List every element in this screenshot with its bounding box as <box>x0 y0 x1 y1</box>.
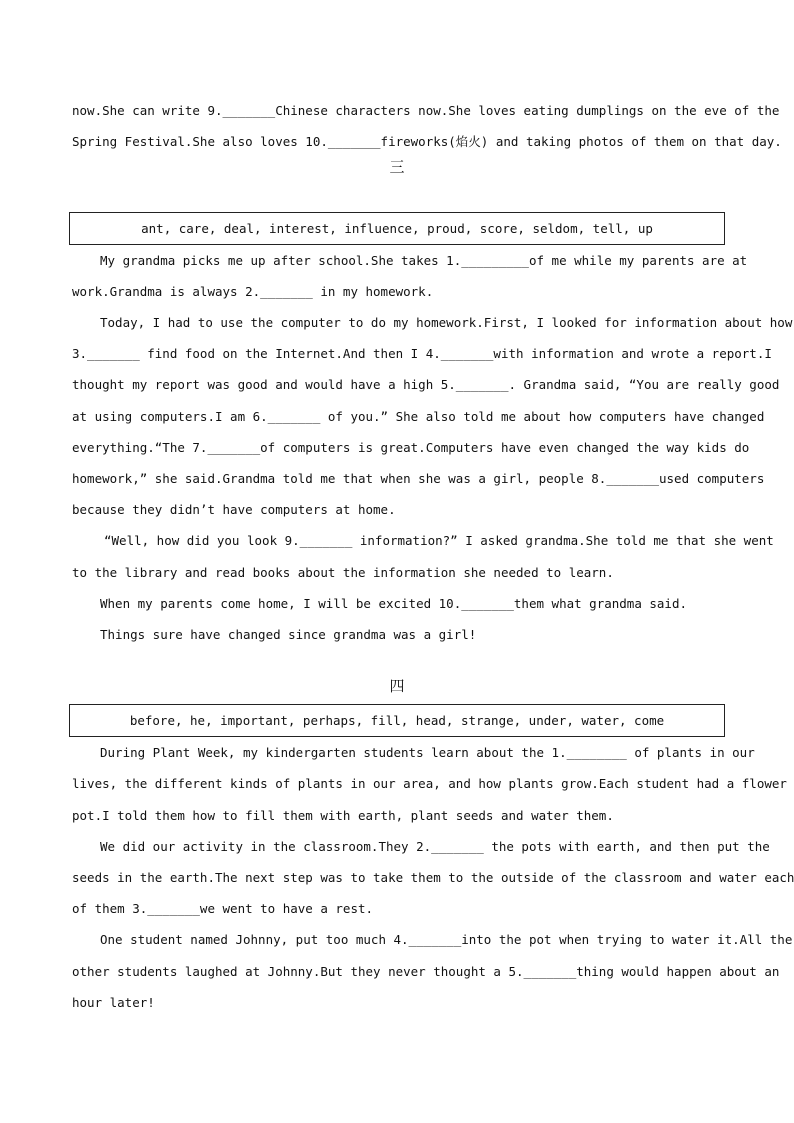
text-line: We did our activity in the classroom.They 2._______ the pots with earth, and then put the <box>100 839 770 854</box>
text-line: homework,” she said.Grandma told me that when she was a girl, people 8._______used computers <box>72 471 765 486</box>
text-line: 3._______ find food on the Internet.And then I 4._______with information and wrote a report.I <box>72 346 772 361</box>
text-line: of them 3._______we went to have a rest. <box>72 901 374 916</box>
section-heading: 三 <box>389 158 405 176</box>
word-bank-box <box>69 704 725 737</box>
text-line: During Plant Week, my kindergarten students learn about the 1.________ of plants in our <box>100 745 755 760</box>
text-line: My grandma picks me up after school.She takes 1._________of me while my parents are at <box>100 253 748 268</box>
text-line: at using computers.I am 6._______ of you.” She also told me about how computers have changed <box>72 409 765 424</box>
word-bank-text: before, he, important, perhaps, fill, head, strange, under, water, come <box>129 713 665 728</box>
text-line: When my parents come home, I will be excited 10._______them what grandma said. <box>100 596 687 611</box>
text-line: other students laughed at Johnny.But they never thought a 5._______thing would happen about an <box>72 964 780 979</box>
section-heading: 四 <box>389 677 405 695</box>
text-line: hour later! <box>72 995 155 1010</box>
text-line: to the library and read books about the information she needed to learn. <box>72 565 614 580</box>
text-line: now.She can write 9._______Chinese characters now.She loves eating dumplings on the eve of the <box>72 103 780 118</box>
text-line: Things sure have changed since grandma was a girl! <box>100 627 477 642</box>
text-line: seeds in the earth.The next step was to take them to the outside of the classroom and water each <box>72 870 794 885</box>
text-line: One student named Johnny, put too much 4._______into the pot when trying to water it.All the <box>100 932 793 947</box>
text-line: because they didn’t have computers at home. <box>72 502 396 517</box>
text-line: “Well, how did you look 9._______ information?” I asked grandma.She told me that she went <box>104 533 774 548</box>
word-bank-text: ant, care, deal, interest, influence, proud, score, seldom, tell, up <box>141 221 653 236</box>
text-line: Spring Festival.She also loves 10._______fireworks(焰火) and taking photos of them on that day. <box>72 134 782 149</box>
text-line: work.Grandma is always 2._______ in my homework. <box>72 284 434 299</box>
text-line: Today, I had to use the computer to do my homework.First, I looked for information about how <box>100 315 793 330</box>
text-line: thought my report was good and would have a high 5._______. Grandma said, “You are really good <box>72 377 780 392</box>
text-line: pot.I told them how to fill them with earth, plant seeds and water them. <box>72 808 614 823</box>
word-bank-box <box>69 212 725 245</box>
text-line: everything.“The 7._______of computers is great.Computers have even changed the way kids do <box>72 440 750 455</box>
text-line: lives, the different kinds of plants in our area, and how plants grow.Each student had a flower <box>72 776 787 791</box>
